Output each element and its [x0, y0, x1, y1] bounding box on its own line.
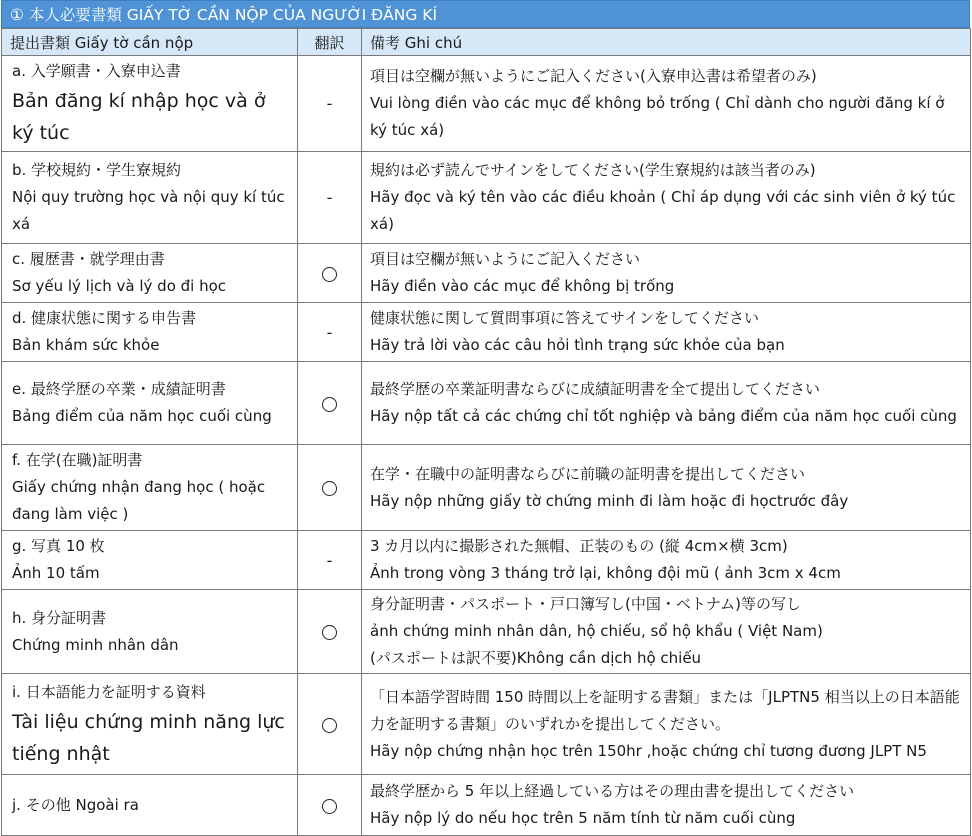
document-name-vn: Bản đăng kí nhập học và ở ký túc — [12, 90, 266, 144]
table-row — [2, 56, 971, 152]
note-line: Hãy đọc và ký tên vào các điều khoản ( Chỉ áp dụng với các sinh viên ở ký túc xá) — [370, 188, 956, 233]
section-title: ① 本人必要書類 GIẤY TỜ CẦN NỘP CỦA NGƯỜI ĐĂNG KÍ — [1, 0, 970, 28]
translation-mark: - — [298, 152, 362, 244]
document-name-cell — [2, 674, 298, 775]
table-row — [2, 674, 971, 775]
note-cell — [362, 590, 971, 674]
circle-mark-icon — [322, 718, 337, 733]
document-name-jp: j. その他 — [12, 795, 71, 814]
document-name-cell — [2, 244, 298, 303]
translation-mark: - — [298, 56, 362, 152]
note-cell — [362, 674, 971, 775]
note-line: Hãy trả lời vào các câu hỏi tình trạng sức khỏe của bạn — [370, 336, 785, 354]
document — [1, 0, 970, 836]
document-name-jp: a. 入学願書・入寮申込書 — [12, 62, 181, 80]
circle-mark-icon — [322, 267, 337, 282]
note-cell — [362, 303, 971, 362]
document-name-vn: Chứng minh nhân dân — [12, 635, 179, 654]
note-cell — [362, 445, 971, 531]
table-row — [2, 362, 971, 445]
note-line: Hãy nộp chứng nhận học trên 150hr ,hoặc chứng chỉ tương đương JLPT N5 — [370, 741, 927, 760]
table-row — [2, 152, 971, 244]
note-line: 項目は空欄が無いようにご記入ください — [370, 250, 641, 268]
note-line: 3 カ月以内に撮影された無帽、正装のもの (縦 4cm×横 3cm) — [370, 537, 788, 555]
note-line: 最終学歴の卒業証明書ならびに成績証明書を全て提出してください — [370, 380, 821, 398]
table-row — [2, 531, 971, 590]
document-name-jp: e. 最終学歴の卒業・成績証明書 — [12, 380, 226, 398]
document-name-vn: Bảng điểm của năm học cuối cùng — [12, 407, 272, 425]
document-name-jp: i. 日本語能力を証明する資料 — [12, 682, 206, 701]
translation-mark — [298, 590, 362, 674]
table-row — [2, 303, 971, 362]
note-line: 最終学歴から 5 年以上経過している方はその理由書を提出してください — [370, 782, 855, 800]
note-line: 身分証明書・パスポート・戸口簿写し(中国・ベトナム)等の写し — [370, 595, 801, 613]
note-cell — [362, 56, 971, 152]
note-line: Ảnh trong vòng 3 tháng trở lại, không đội mũ ( ảnh 3cm x 4cm — [370, 564, 841, 582]
document-name-cell — [2, 303, 298, 362]
document-name-vn: Sơ yếu lý lịch và lý do đi học — [12, 277, 227, 295]
document-name-vn: Tài liệu chứng minh năng lực tiếng nhật — [12, 710, 285, 765]
note-line: Hãy nộp tất cả các chứng chỉ tốt nghiệp và bảng điểm của năm học cuối cùng — [370, 407, 957, 425]
note-line: 在学・在職中の証明書ならびに前職の証明書を提出してください — [370, 464, 806, 483]
translation-mark — [298, 445, 362, 531]
circle-mark-icon — [322, 625, 337, 640]
translation-mark — [298, 775, 362, 836]
table-row — [2, 590, 971, 674]
document-name-vn: Nội quy trường học và nội quy kí túc xá — [12, 188, 285, 233]
circle-mark-icon — [322, 799, 337, 814]
document-name-cell — [2, 362, 298, 445]
circle-mark-icon — [322, 397, 337, 412]
translation-mark — [298, 244, 362, 303]
note-line: (パスポートは訳不要)Không cần dịch hộ chiếu — [370, 649, 702, 667]
table-header-row — [2, 29, 971, 56]
table-row — [2, 244, 971, 303]
document-name-cell — [2, 531, 298, 590]
translation-mark — [298, 362, 362, 445]
document-name-cell — [2, 152, 298, 244]
note-line: 「日本語学習時間 150 時間以上を証明する書類」または「JLPTN5 相当以上の日本語能力を証明する書類」のいずれかを提出してください。 — [370, 687, 960, 733]
note-line: Hãy nộp lý do nếu học trên 5 năm tính từ năm cuối cùng — [370, 809, 796, 827]
document-name-vn: Ảnh 10 tấm — [12, 564, 100, 582]
note-line: Hãy nộp những giấy tờ chứng minh đi làm hoặc đi họctrước đây — [370, 491, 849, 510]
document-name-vn: Giấy chứng nhận đang học ( hoặc đang làm việc ) — [12, 478, 266, 523]
documents-table — [1, 28, 971, 836]
document-name-jp: h. 身分証明書 — [12, 608, 107, 627]
circle-mark-icon — [322, 481, 337, 496]
note-line: Vui lòng điền vào các mục để không bỏ trống ( Chỉ dành cho người đăng kí ở ký túc xá) — [370, 94, 945, 139]
document-name-cell — [2, 590, 298, 674]
document-name-cell — [2, 445, 298, 531]
header-notes: 備考 Ghi chú — [362, 29, 971, 56]
note-cell — [362, 152, 971, 244]
note-line: 健康状態に関して質問事項に答えてサインをしてください — [370, 309, 759, 327]
note-cell — [362, 362, 971, 445]
document-name-jp: b. 学校規約・学生寮規約 — [12, 161, 182, 179]
translation-mark: - — [298, 531, 362, 590]
table-row — [2, 445, 971, 531]
document-name-jp: c. 履歴書・就学理由書 — [12, 250, 165, 268]
note-cell — [362, 775, 971, 836]
header-translation: 翻訳 — [298, 29, 362, 56]
document-name-jp: g. 写真 10 枚 — [12, 537, 105, 555]
note-cell — [362, 531, 971, 590]
note-line: ảnh chứng minh nhân dân, hộ chiếu, sổ hộ khẩu ( Việt Nam) — [370, 622, 823, 640]
document-name-vn: Ngoài ra — [75, 795, 139, 814]
header-required-documents: 提出書類 Giấy tờ cần nộp — [2, 29, 298, 56]
document-name-jp: f. 在学(在職)証明書 — [12, 451, 143, 469]
document-name-jp: d. 健康状態に関する申告書 — [12, 309, 197, 327]
note-line: 項目は空欄が無いようにご記入ください(入寮申込書は希望者のみ) — [370, 67, 817, 85]
note-cell — [362, 244, 971, 303]
translation-mark: - — [298, 303, 362, 362]
translation-mark — [298, 674, 362, 775]
document-name-cell — [2, 56, 298, 152]
note-line: Hãy điền vào các mục để không bị trống — [370, 277, 675, 295]
document-name-cell — [2, 775, 298, 836]
table-row — [2, 775, 971, 836]
note-line: 規約は必ず読んでサインをしてください(学生寮規約は該当者のみ) — [370, 161, 816, 179]
document-name-vn: Bản khám sức khỏe — [12, 336, 160, 354]
